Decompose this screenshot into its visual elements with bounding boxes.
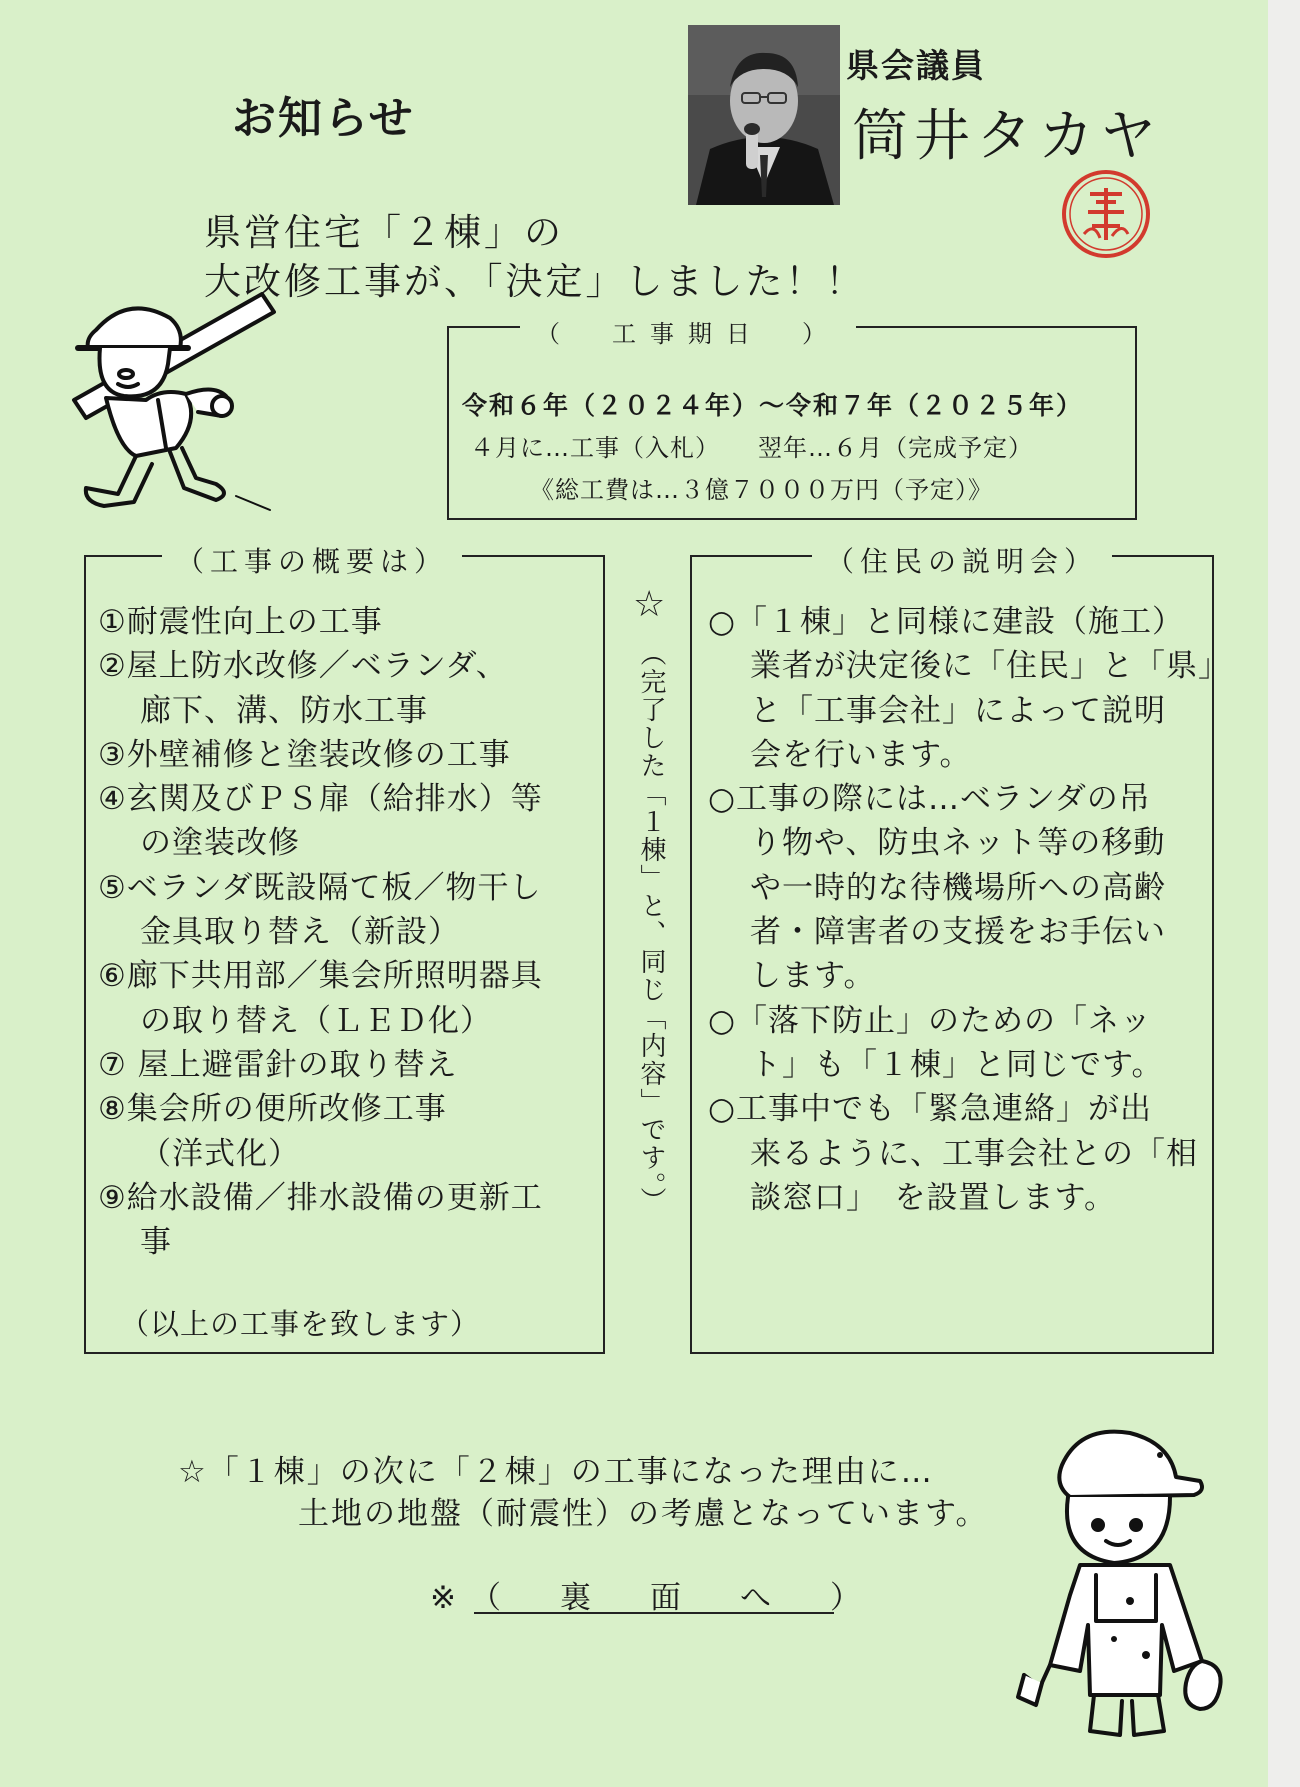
construction-schedule: ４月に…工事（入札） 翌年…６月（完成予定）: [470, 434, 1033, 462]
list-item: ①耐震性向上の工事: [98, 604, 383, 640]
resident-briefing-list: [708, 600, 1230, 1220]
seal-icon: [1060, 168, 1152, 260]
list-item: ト」も「１棟」と同じです。: [750, 1046, 1164, 1083]
underline-divider: [474, 1612, 834, 1614]
painter-worker-illustration: [1010, 1425, 1240, 1745]
list-item: の取り替え（ＬＥＤ化）: [140, 1002, 492, 1039]
list-item: ○「落下防止」のための「ネッ: [708, 1002, 1153, 1039]
star-icon: ☆: [633, 584, 666, 625]
list-item: と「工事会社」によって説明: [750, 692, 1166, 729]
same-content-note: （完了した「１棟」と、同じ「内容」です。）: [636, 640, 666, 1215]
work-overview-list: [98, 600, 598, 1264]
worker-carrying-plank-illustration: [66, 288, 276, 516]
painter-icon: [1010, 1425, 1240, 1745]
list-item: や一時的な待機場所への高齢: [750, 869, 1166, 906]
list-item: 会を行います。: [750, 736, 972, 773]
portrait-photo: [688, 25, 840, 205]
notice-heading: お知らせ: [232, 93, 415, 144]
list-item: します。: [750, 958, 876, 995]
work-overview-title: （工事の概要は）: [162, 540, 462, 580]
list-item: ②屋上防水改修／ベランダ、: [98, 648, 508, 685]
list-item: 廊下、溝、防水工事: [140, 692, 428, 729]
name-seal-stamp: [1060, 168, 1152, 260]
resident-briefing-title: （住民の説明会）: [812, 540, 1112, 580]
list-item: ③外壁補修と塗装改修の工事: [98, 736, 511, 773]
list-item: ○工事の際には…ベランダの吊: [708, 781, 1151, 818]
see-reverse-side: ※（ 裏 面 へ ）: [430, 1580, 875, 1616]
member-name: 筒井タカヤ: [852, 104, 1162, 169]
worker-icon: [66, 288, 276, 516]
headline: [204, 208, 866, 306]
list-item: ⑥廊下共用部／集会所照明器具: [98, 958, 543, 995]
role-title: 県会議員: [846, 46, 986, 85]
total-cost: 《総工費は…３億７０００万円（予定）》: [530, 476, 993, 504]
list-item: ○工事中でも「緊急連絡」が出: [708, 1091, 1153, 1128]
list-item: ⑧集会所の便所改修工事: [98, 1091, 447, 1128]
work-overview-closing: （以上の工事を致します）: [120, 1307, 481, 1341]
construction-period-range: 令和６年（２０２４年）～令和７年（２０２５年）: [462, 391, 1084, 420]
list-item: 業者が決定後に「住民」と「県」: [750, 648, 1230, 685]
reason-line-1: ☆「１棟」の次に「２棟」の工事になった理由に…: [178, 1454, 934, 1490]
list-item: （洋式化）: [140, 1135, 300, 1172]
list-item: ○「１棟」と同様に建設（施工）: [708, 604, 1185, 640]
list-item: ⑦ 屋上避雷針の取り替え: [98, 1046, 458, 1083]
list-item: ④玄関及びＰＳ扉（給排水）等: [98, 781, 543, 818]
list-item: 者・障害者の支援をお手伝い: [750, 914, 1166, 951]
portrait-illustration: [688, 25, 840, 205]
list-item: 来るように、工事会社との「相: [750, 1135, 1198, 1172]
scan-edge: [1268, 0, 1300, 1787]
list-item: 事: [140, 1224, 172, 1261]
list-item: 談窓口」 を設置します。: [750, 1179, 1117, 1216]
headline-line-2: 大改修工事が、「決定」しました！！: [204, 260, 866, 303]
list-item: 金具取り替え（新設）: [140, 914, 460, 951]
headline-line-1: 県営住宅「２棟」の: [204, 211, 564, 254]
list-item: ⑨給水設備／排水設備の更新工: [98, 1179, 543, 1216]
list-item: ⑤ベランダ既設隔て板／物干し: [98, 869, 542, 906]
reason-line-2: 土地の地盤（耐震性）の考慮となっています。: [298, 1496, 989, 1532]
list-item: り物や、防虫ネット等の移動: [750, 825, 1166, 862]
list-item: の塗装改修: [140, 825, 300, 862]
construction-period-title: （ 工事期日 ）: [520, 314, 856, 349]
